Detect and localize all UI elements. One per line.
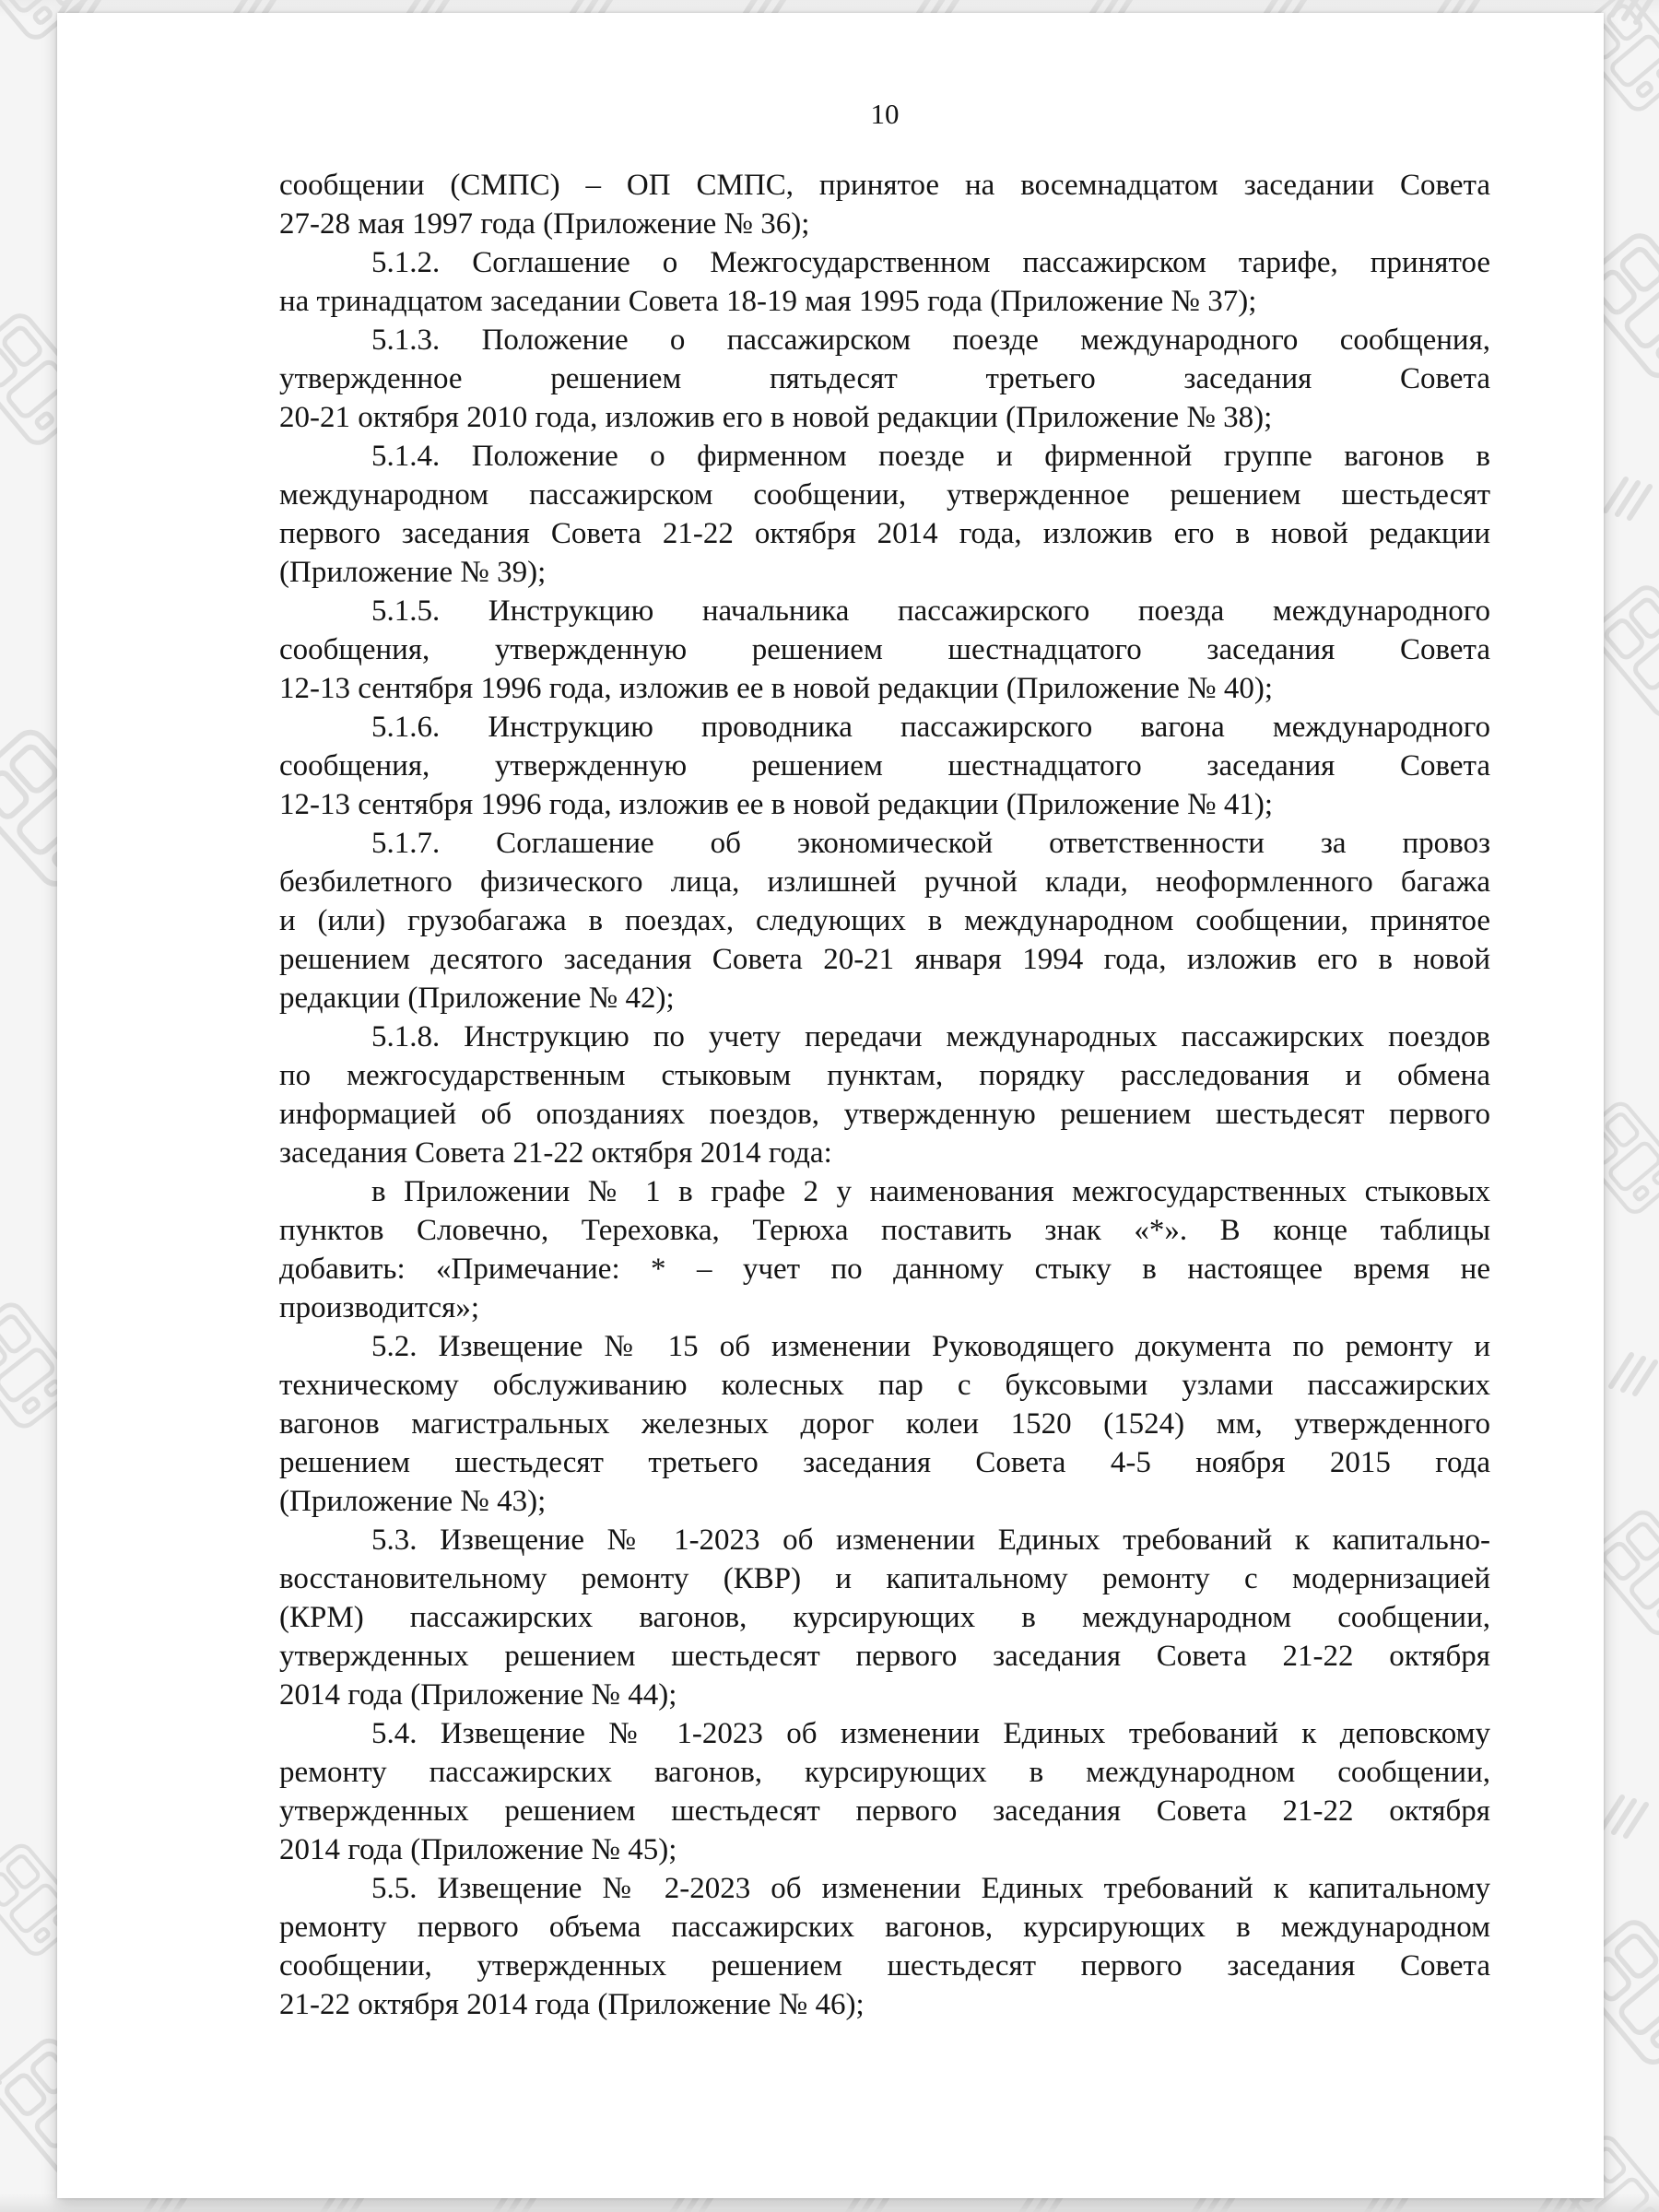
text-line: ремонту первого объема пассажирских вагонов, курсирующих в международном [279,1911,1490,1944]
paragraph [279,824,1490,1018]
text-line: 5.1.8. Инструкцию по учету передачи международных пассажирских поездов [371,1020,1490,1053]
text-line: 20-21 октября 2010 года, изложив его в новой редакции (Приложение № 38); [279,401,1273,434]
text-line: на тринадцатом заседании Совета 18-19 мая 1995 года (Приложение № 37); [279,285,1257,318]
text-line: в Приложении № 1 в графе 2 у наименования межгосударственных стыковых [371,1175,1490,1208]
text-line: 5.5. Извещение № 2-2023 об изменении Единых требований к капитальному [371,1872,1490,1905]
paragraph [279,1018,1490,1172]
paragraph [279,1172,1490,1327]
paragraph [279,166,1490,243]
text-line: утвержденных решением шестьдесят первого заседания Совета 21-22 октября [279,1640,1490,1673]
text-line: 27-28 мая 1997 года (Приложение № 36); [279,207,810,241]
text-line: 12-13 сентября 1996 года, изложив ее в новой редакции (Приложение № 40); [279,672,1274,705]
stripes-watermark-icon [1611,1355,1655,1394]
stripes-watermark-icon [1602,1797,1646,1836]
text-line: вагонов магистральных железных дорог колеи 1520 (1524) мм, утвержденного [279,1407,1490,1441]
paragraph [279,437,1490,592]
paragraph [279,321,1490,437]
text-line: безбилетного физического лица, излишней ручной клади, неоформленного багажа [279,865,1490,899]
text-line: утвержденных решением шестьдесят первого заседания Совета 21-22 октября [279,1794,1490,1828]
text-line: 5.1.4. Положение о фирменном поезде и фирменной группе вагонов в [371,440,1490,473]
text-line: производится»; [279,1291,480,1324]
paragraph [279,1869,1490,2024]
text-line: 21-22 октября 2014 года (Приложение № 46); [279,1988,865,2021]
text-line: международном пассажирском сообщении, утвержденное решением шестьдесят [279,478,1490,512]
paragraph [279,1327,1490,1521]
text-line: 5.1.3. Положение о пассажирском поезде международного сообщения, [371,324,1490,357]
stripes-watermark-icon [1606,479,1650,518]
text-line: (Приложение № 43); [279,1485,547,1518]
text-line: 5.1.6. Инструкцию проводника пассажирского вагона международного [371,711,1490,744]
paragraph [279,592,1490,708]
text-line: сообщении, утвержденных решением шестьдесят первого заседания Совета [279,1949,1490,1983]
text-line: (КРМ) пассажирских вагонов, курсирующих в международном сообщении, [279,1601,1490,1634]
text-line: редакции (Приложение № 42); [279,982,675,1015]
text-line: добавить: «Примечание: * – учет по данному стыку в настоящее время не [279,1253,1490,1286]
paragraph [279,243,1490,321]
text-line: утвержденное решением пятьдесят третьего заседания Совета [279,362,1490,395]
text-line: решением десятого заседания Совета 20-21 января 1994 года, изложив его в новой [279,943,1490,976]
text-line: 5.1.7. Соглашение об экономической ответственности за провоз [371,827,1490,860]
text-line: 12-13 сентября 1996 года, изложив ее в новой редакции (Приложение № 41); [279,788,1274,821]
text-line: восстановительному ремонту (КВР) и капитальному ремонту с модернизацией [279,1562,1490,1595]
text-line: решением шестьдесят третьего заседания Совета 4-5 ноября 2015 года [279,1446,1490,1479]
text-line: информацией об опозданиях поездов, утвержденную решением шестьдесят первого [279,1098,1490,1131]
text-line: сообщении (СМПС) – ОП СМПС, принятое на восемнадцатом заседании Совета [279,169,1490,202]
text-line: и (или) грузобагажа в поездах, следующих в международном сообщении, принятое [279,904,1490,937]
text-line: 5.3. Извещение № 1-2023 об изменении Единых требований к капитально- [371,1524,1490,1557]
page-number: 10 [870,98,900,130]
text-line: первого заседания Совета 21-22 октября 2014 года, изложив его в новой редакции [279,517,1490,550]
text-line: 5.1.2. Соглашение о Межгосударственном пассажирском тарифе, принятое [371,246,1490,279]
document-page [57,13,1604,2198]
text-line: 5.2. Извещение № 15 об изменении Руководящего документа по ремонту и [371,1330,1490,1363]
text-line: 2014 года (Приложение № 45); [279,1833,677,1866]
text-line: заседания Совета 21-22 октября 2014 года: [279,1136,832,1170]
paragraph [279,1714,1490,1869]
paragraph [279,1521,1490,1714]
text-line: по межгосударственным стыковым пунктам, порядку расследования и обмена [279,1059,1490,1092]
text-line: сообщения, утвержденную решением шестнадцатого заседания Совета [279,633,1490,666]
text-line: техническому обслуживанию колесных пар с буксовыми узлами пассажирских [279,1369,1490,1402]
text-line: 2014 года (Приложение № 44); [279,1678,677,1712]
text-line: 5.1.5. Инструкцию начальника пассажирского поезда международного [371,594,1490,628]
text-line: ремонту пассажирских вагонов, курсирующих в международном сообщении, [279,1756,1490,1789]
text-line: пунктов Словечно, Тереховка, Терюха поставить знак «*». В конце таблицы [279,1214,1490,1247]
text-line: сообщения, утвержденную решением шестнадцатого заседания Совета [279,749,1490,782]
paragraph [279,708,1490,824]
text-line: (Приложение № 39); [279,556,547,589]
document-body [279,166,1490,2024]
text-line: 5.4. Извещение № 1-2023 об изменении Единых требований к деповскому [371,1717,1490,1750]
